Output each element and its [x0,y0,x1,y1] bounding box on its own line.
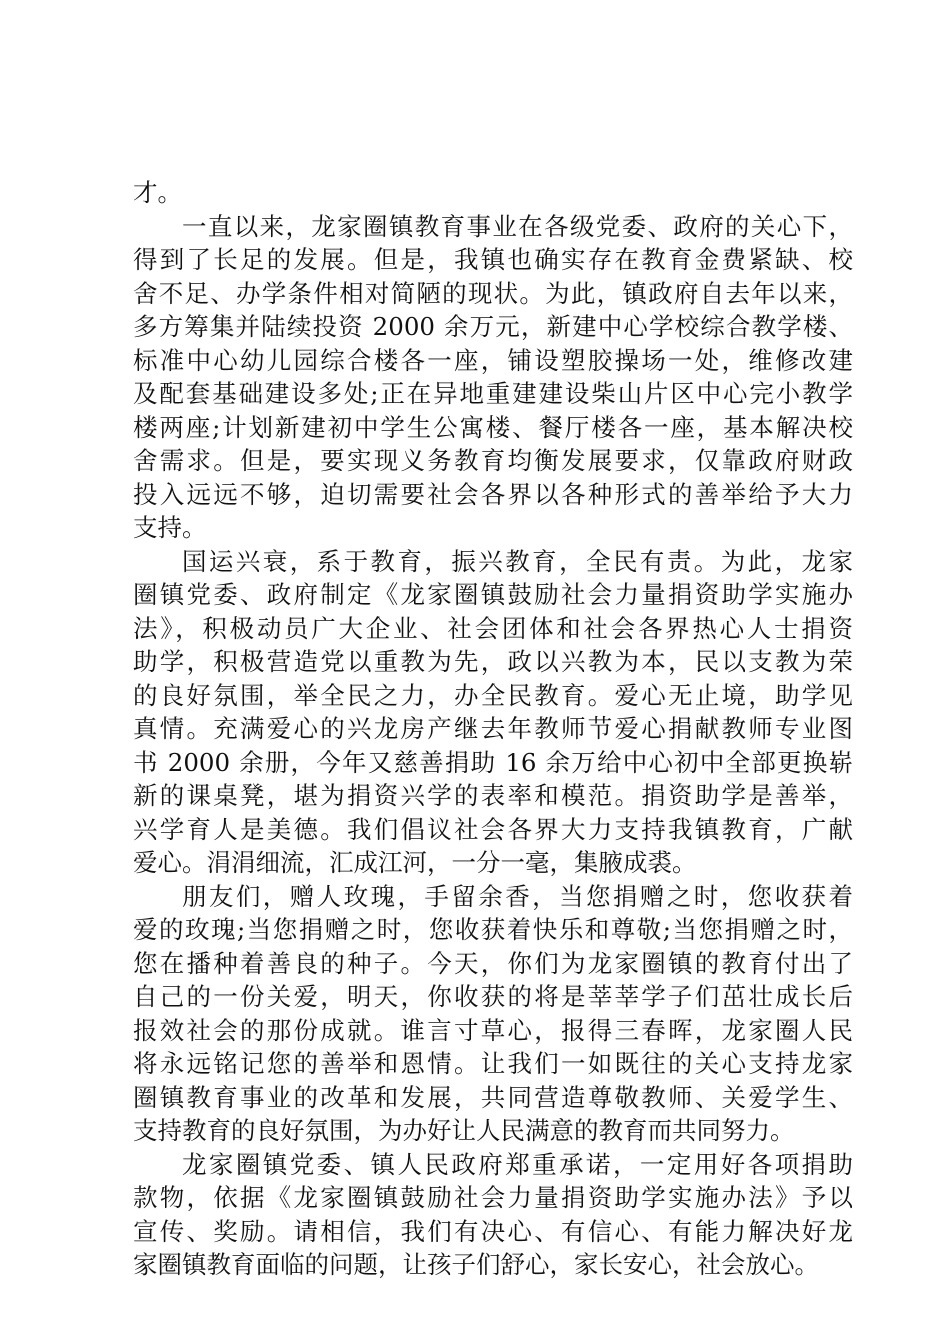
text-line: 圈镇党委、政府制定《龙家圈镇鼓励社会力量捐资助学实施办 [133,580,853,609]
text-line: 爱的玫瑰;当您捐赠之时，您收获着快乐和尊敬;当您捐赠之时， [133,915,853,944]
text-line: 将永远铭记您的善举和恩情。让我们一如既往的关心支持龙家 [133,1049,853,1078]
text-line: 才。 [133,178,182,207]
paragraph-first-line: 国运兴衰，系于教育，振兴教育，全民有责。为此，龙家 [182,546,853,576]
text-line: 舍不足、办学条件相对简陋的现状。为此，镇政府自去年以来， [133,278,853,308]
paragraph-first-line: 一直以来，龙家圈镇教育事业在各级党委、政府的关心下， [182,211,853,241]
text-line: 得到了长足的发展。但是，我镇也确实存在教育金费紧缺、校 [133,245,853,274]
text-line: 及配套基础建设多处;正在异地重建建设柴山片区中心完小教学 [133,379,853,408]
text-line: 助学，积极营造党以重教为先，政以兴教为本，民以支教为荣 [133,647,853,676]
text-line: 新的课桌凳，堪为捐资兴学的表率和模范。捐资助学是善举， [133,781,853,810]
text-line: 多方筹集并陆续投资 2000 余万元，新建中心学校综合教学楼、 [133,312,853,341]
text-line: 标准中心幼儿园综合楼各一座，铺设塑胶操场一处，维修改建 [133,345,853,375]
text-line: 家圈镇教育面临的问题，让孩子们舒心，家长安心，社会放心。 [133,1250,819,1279]
text-line: 支持教育的良好氛围，为办好让人民满意的教育而共同努力。 [133,1116,795,1145]
text-line: 您在播种着善良的种子。今天，你们为龙家圈镇的教育付出了 [133,948,853,978]
text-line: 宣传、奖励。请相信，我们有决心、有信心、有能力解决好龙 [133,1216,853,1246]
text-line: 法》，积极动员广大企业、社会团体和社会各界热心人士捐资 [133,613,853,643]
text-line: 圈镇教育事业的改革和发展，共同营造尊敬教师、关爱学生、 [133,1082,853,1112]
text-line: 投入远远不够，迫切需要社会各界以各种形式的善举给予大力 [133,479,853,509]
text-line: 的良好氛围，举全民之力，办全民教育。爱心无止境，助学见 [133,680,853,710]
text-line: 楼两座;计划新建初中学生公寓楼、餐厅楼各一座，基本解决校 [133,412,853,442]
paragraph-first-line: 朋友们，赠人玫瑰，手留余香，当您捐赠之时，您收获着 [182,881,853,911]
text-line: 支持。 [133,513,207,542]
text-line: 款物，依据《龙家圈镇鼓励社会力量捐资助学实施办法》予以 [133,1183,853,1212]
text-line: 兴学育人是美德。我们倡议社会各界大力支持我镇教育，广献 [133,814,853,844]
text-line: 真情。充满爱心的兴龙房产继去年教师节爱心捐献教师专业图 [133,714,853,743]
text-line: 报效社会的那份成就。谁言寸草心，报得三春晖，龙家圈人民 [133,1015,853,1045]
text-line: 爱心。涓涓细流，汇成江河，一分一毫，集腋成裘。 [133,848,697,877]
document-body [133,176,853,1282]
text-line: 舍需求。但是，要实现义务教育均衡发展要求，仅靠政府财政 [133,446,853,475]
text-line: 书 2000 余册，今年又慈善捐助 16 余万给中心初中全部更换崭 [133,747,853,777]
text-line: 自己的一份关爱，明天，你收获的将是莘莘学子们茁壮成长后 [133,982,853,1011]
paragraph-first-line: 龙家圈镇党委、镇人民政府郑重承诺，一定用好各项捐助 [182,1149,853,1179]
